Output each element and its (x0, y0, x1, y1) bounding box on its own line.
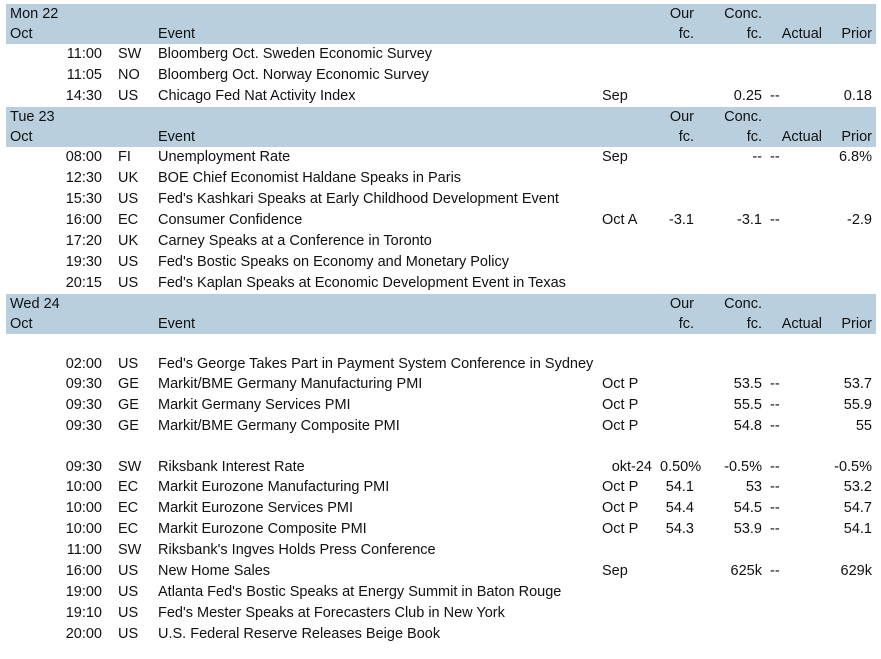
our-forecast (656, 540, 698, 561)
event-country: US (118, 191, 139, 207)
prior-value (826, 168, 876, 189)
consensus-forecast: -3.1 (737, 212, 762, 228)
actual-value: -- (770, 212, 780, 228)
event-time: 11:00 (66, 46, 102, 62)
consensus-forecast (698, 65, 766, 86)
prior-value: 0.18 (843, 88, 872, 104)
event-name: BOE Chief Economist Haldane Speaks in Paris (158, 170, 462, 186)
event-period: Sep (602, 88, 628, 104)
event-name: Markit/BME Germany Manufacturing PMI (158, 376, 423, 392)
consensus-forecast: -0.5% (724, 459, 762, 475)
prior-value: 55 (855, 418, 872, 434)
our-forecast (656, 603, 698, 624)
event-row (6, 395, 876, 416)
event-time: 11:05 (66, 67, 102, 83)
actual-value (766, 65, 826, 86)
our-forecast (656, 65, 698, 86)
our-forecast: 0.50% (660, 459, 702, 475)
event-period (598, 65, 656, 86)
event-time: 09:30 (65, 459, 102, 475)
event-time: 19:30 (65, 254, 102, 270)
event-country: EC (118, 521, 139, 537)
event-row (6, 519, 876, 540)
actual-value (766, 334, 826, 374)
event-name: Chicago Fed Nat Activity Index (158, 88, 356, 104)
event-period: Oct P (602, 521, 639, 537)
event-country: GE (118, 376, 139, 392)
event-period: Oct P (602, 500, 639, 516)
event-period: Oct P (602, 418, 639, 434)
event-time: 20:00 (65, 626, 102, 642)
event-row (6, 582, 876, 603)
event-period (598, 603, 656, 624)
event-name: Riksbank's Ingves Holds Press Conference (158, 542, 436, 558)
our-forecast (656, 273, 698, 294)
event-row (6, 189, 876, 210)
conc-fc-header-2: fc. (698, 314, 766, 334)
our-fc-header: Our (656, 4, 698, 24)
event-country: SW (118, 46, 142, 62)
consensus-forecast: 54.8 (733, 418, 762, 434)
event-country: UK (118, 233, 139, 249)
event-name: Fed's Mester Speaks at Forecasters Club in New York (158, 605, 505, 621)
consensus-forecast (698, 334, 766, 374)
event-row (6, 561, 876, 582)
event-header: Event (154, 314, 598, 334)
event-row (6, 540, 876, 561)
day-label: Tue 23 (6, 107, 110, 127)
actual-header: Actual (766, 127, 826, 147)
event-name: Markit Eurozone Services PMI (158, 500, 354, 516)
event-time: 09:30 (65, 376, 102, 392)
event-country: GE (118, 397, 139, 413)
day-header-row (6, 294, 876, 314)
event-period (598, 273, 656, 294)
event-period: Sep (602, 149, 628, 165)
event-time: 19:10 (65, 605, 102, 621)
consensus-forecast: 55.5 (733, 397, 762, 413)
actual-value: -- (770, 149, 780, 165)
consensus-forecast: -- (752, 149, 762, 165)
event-row (6, 334, 876, 374)
our-forecast (656, 416, 698, 437)
event-row (6, 603, 876, 624)
event-row (6, 168, 876, 189)
event-row (6, 624, 876, 645)
our-forecast (656, 168, 698, 189)
event-row (6, 273, 876, 294)
event-time: 09:30 (65, 418, 102, 434)
event-time: 12:30 (65, 170, 102, 186)
event-country: US (118, 356, 139, 372)
prior-value (826, 334, 876, 374)
event-period: Sep (602, 563, 628, 579)
prior-value (826, 603, 876, 624)
event-country: US (118, 88, 139, 104)
actual-value (766, 189, 826, 210)
event-row (6, 252, 876, 273)
our-forecast (656, 44, 698, 65)
actual-value: -- (770, 479, 780, 495)
event-country: US (118, 563, 139, 579)
consensus-forecast (698, 189, 766, 210)
actual-value (766, 540, 826, 561)
event-country: FI (118, 149, 131, 165)
consensus-forecast: 53 (745, 479, 762, 495)
event-name: New Home Sales (158, 563, 271, 579)
economic-calendar-table (6, 4, 876, 645)
event-name: Bloomberg Oct. Norway Economic Survey (158, 67, 429, 83)
event-country: SW (118, 542, 142, 558)
our-forecast (656, 582, 698, 603)
event-row (6, 86, 876, 107)
our-forecast: 54.3 (665, 521, 694, 537)
event-period (598, 624, 656, 645)
actual-value (766, 273, 826, 294)
actual-value (766, 603, 826, 624)
our-fc-header-2: fc. (656, 314, 698, 334)
event-row (6, 477, 876, 498)
consensus-forecast: 0.25 (733, 88, 762, 104)
month-label: Oct (6, 314, 110, 334)
event-period: Oct P (602, 376, 639, 392)
event-row (6, 65, 876, 86)
event-row (6, 147, 876, 168)
prior-value: 55.9 (843, 397, 872, 413)
event-row (6, 498, 876, 519)
prior-value (826, 624, 876, 645)
consensus-forecast (698, 603, 766, 624)
prior-header: Prior (826, 314, 876, 334)
consensus-forecast: 53.5 (733, 376, 762, 392)
event-period (598, 189, 656, 210)
event-country: NO (118, 67, 140, 83)
conc-fc-header-2: fc. (698, 24, 766, 44)
our-forecast (656, 624, 698, 645)
event-row (6, 210, 876, 231)
event-period (598, 540, 656, 561)
event-name: Markit Eurozone Composite PMI (158, 521, 367, 537)
event-name: Consumer Confidence (158, 212, 303, 228)
day-label: Wed 24 (6, 294, 110, 314)
our-forecast: -3.1 (669, 212, 694, 228)
column-header-row (6, 314, 876, 334)
our-forecast: 54.1 (665, 479, 694, 495)
prior-value (826, 231, 876, 252)
our-forecast (656, 334, 698, 374)
prior-value: 53.7 (843, 376, 872, 392)
actual-value: -- (770, 418, 780, 434)
event-row (6, 437, 876, 477)
prior-value (826, 582, 876, 603)
consensus-forecast (698, 44, 766, 65)
actual-header: Actual (766, 314, 826, 334)
conc-fc-header: Conc. (698, 294, 766, 314)
event-period (598, 44, 656, 65)
actual-value: -- (770, 563, 780, 579)
event-period: Oct A (602, 212, 638, 228)
event-time: 20:15 (65, 275, 102, 291)
event-country: SW (118, 459, 142, 475)
event-time: 14:30 (65, 88, 102, 104)
actual-value (766, 231, 826, 252)
consensus-forecast (698, 252, 766, 273)
event-period (598, 168, 656, 189)
our-forecast (656, 395, 698, 416)
prior-value: 54.1 (843, 521, 872, 537)
event-country: EC (118, 479, 139, 495)
our-fc-header: Our (656, 294, 698, 314)
event-name: Markit Germany Services PMI (158, 397, 351, 413)
event-time: 15:30 (65, 191, 102, 207)
event-time: 10:00 (65, 521, 102, 537)
consensus-forecast (698, 582, 766, 603)
event-country: US (118, 254, 139, 270)
event-country: EC (118, 500, 139, 516)
actual-value (766, 168, 826, 189)
our-forecast (656, 561, 698, 582)
event-country: GE (118, 418, 139, 434)
event-row (6, 374, 876, 395)
our-forecast (656, 86, 698, 107)
actual-value (766, 582, 826, 603)
event-period (598, 231, 656, 252)
actual-value: -- (770, 88, 780, 104)
consensus-forecast: 625k (730, 563, 762, 579)
consensus-forecast: 54.5 (733, 500, 762, 516)
event-time: 19:00 (65, 584, 102, 600)
event-time: 08:00 (65, 149, 102, 165)
event-name: U.S. Federal Reserve Releases Beige Book (158, 626, 441, 642)
our-fc-header: Our (656, 107, 698, 127)
event-time: 11:00 (66, 542, 102, 558)
prior-value: 629k (840, 563, 872, 579)
consensus-forecast (698, 231, 766, 252)
event-time: 16:00 (65, 563, 102, 579)
event-country: US (118, 584, 139, 600)
prior-value (826, 65, 876, 86)
consensus-forecast: 53.9 (733, 521, 762, 537)
event-time: 02:00 (65, 356, 102, 372)
event-time: 10:00 (65, 500, 102, 516)
actual-header: Actual (766, 24, 826, 44)
event-country: US (118, 626, 139, 642)
our-forecast: 54.4 (665, 500, 694, 516)
prior-value (826, 273, 876, 294)
event-row (6, 231, 876, 252)
actual-value: -- (770, 376, 780, 392)
prior-value: 53.2 (843, 479, 872, 495)
actual-value (766, 252, 826, 273)
event-name: Carney Speaks at a Conference in Toronto (158, 233, 432, 249)
month-label: Oct (6, 127, 110, 147)
event-country: EC (118, 212, 139, 228)
day-label: Mon 22 (6, 4, 110, 24)
consensus-forecast (698, 540, 766, 561)
event-header: Event (154, 24, 598, 44)
consensus-forecast (698, 168, 766, 189)
prior-value: 54.7 (843, 500, 872, 516)
event-time: 09:30 (65, 397, 102, 413)
event-period: okt-24 (611, 459, 652, 475)
actual-value (766, 624, 826, 645)
day-header-row (6, 4, 876, 24)
our-fc-header-2: fc. (656, 127, 698, 147)
event-time: 10:00 (65, 479, 102, 495)
day-header-row (6, 107, 876, 127)
conc-fc-header: Conc. (698, 4, 766, 24)
event-period (598, 582, 656, 603)
event-period (598, 334, 656, 374)
event-time: 16:00 (65, 212, 102, 228)
event-name: Markit Eurozone Manufacturing PMI (158, 479, 390, 495)
actual-value: -- (770, 397, 780, 413)
prior-value (826, 44, 876, 65)
consensus-forecast (698, 273, 766, 294)
actual-value: -- (770, 500, 780, 516)
prior-value (826, 252, 876, 273)
conc-fc-header: Conc. (698, 107, 766, 127)
actual-value: -- (770, 521, 780, 537)
event-time: 17:20 (65, 233, 102, 249)
event-country: US (118, 605, 139, 621)
event-name: Riksbank Interest Rate (158, 459, 305, 475)
prior-value: -2.9 (847, 212, 872, 228)
event-name: Markit/BME Germany Composite PMI (158, 418, 400, 434)
event-period: Oct P (602, 397, 639, 413)
consensus-forecast (698, 624, 766, 645)
event-period (598, 252, 656, 273)
column-header-row (6, 24, 876, 44)
event-country: US (118, 275, 139, 291)
event-name: Fed's Kaplan Speaks at Economic Development Event in Texas (158, 275, 566, 291)
event-row (6, 44, 876, 65)
prior-header: Prior (826, 24, 876, 44)
event-name: Unemployment Rate (158, 149, 291, 165)
our-fc-header-2: fc. (656, 24, 698, 44)
event-name: Bloomberg Oct. Sweden Economic Survey (158, 46, 433, 62)
prior-value (826, 189, 876, 210)
event-header: Event (154, 127, 598, 147)
conc-fc-header-2: fc. (698, 127, 766, 147)
our-forecast (656, 231, 698, 252)
actual-value (766, 44, 826, 65)
month-label: Oct (6, 24, 110, 44)
event-row (6, 416, 876, 437)
our-forecast (656, 374, 698, 395)
actual-value: -- (770, 459, 780, 475)
our-forecast (656, 252, 698, 273)
event-name: Atlanta Fed's Bostic Speaks at Energy Summit in Baton Rouge (158, 584, 562, 600)
our-forecast (656, 147, 698, 168)
event-period: Oct P (602, 479, 639, 495)
prior-value (826, 540, 876, 561)
prior-header: Prior (826, 127, 876, 147)
prior-value: 6.8% (838, 149, 872, 165)
event-name: Fed's Bostic Speaks on Economy and Monetary Policy (158, 254, 509, 270)
prior-value: -0.5% (834, 459, 872, 475)
event-country: UK (118, 170, 139, 186)
event-name: Fed's George Takes Part in Payment System Conference in Sydney (158, 356, 594, 372)
column-header-row (6, 127, 876, 147)
our-forecast (656, 189, 698, 210)
event-name: Fed's Kashkari Speaks at Early Childhood Development Event (158, 191, 559, 207)
